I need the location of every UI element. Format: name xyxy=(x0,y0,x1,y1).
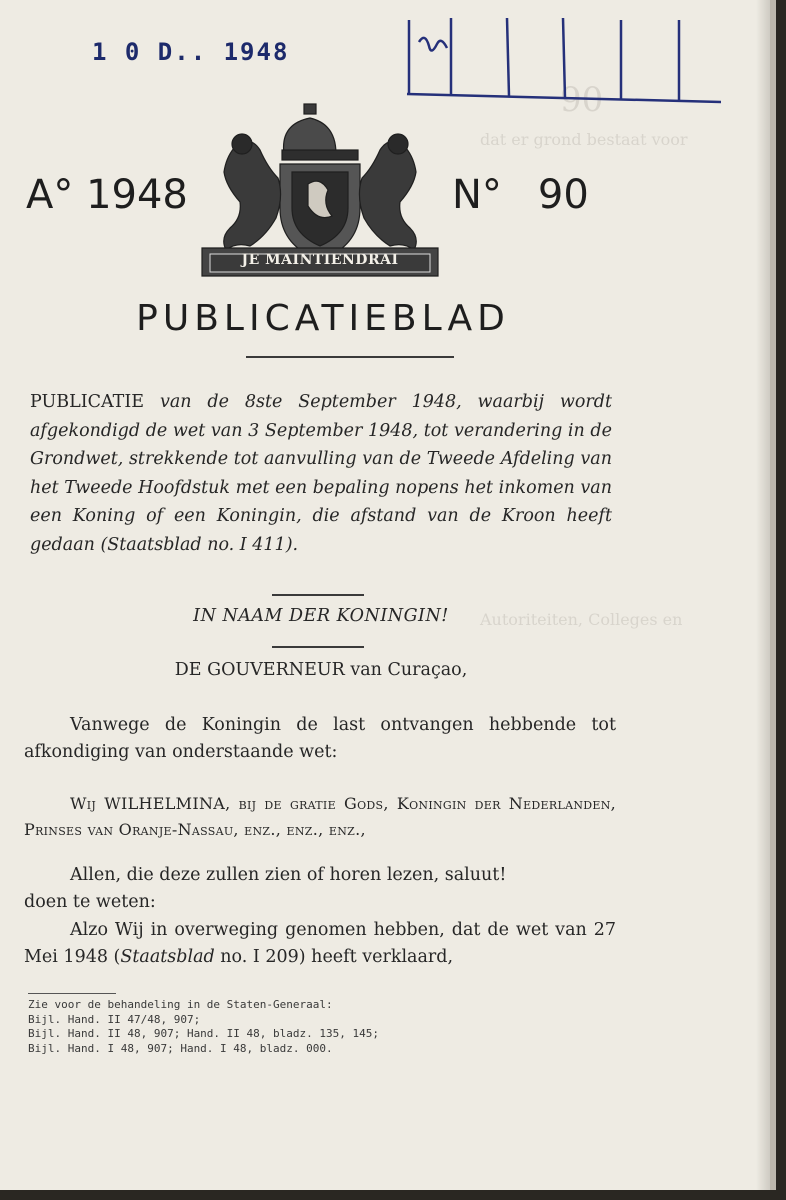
paragraph-royal-title: Wij WILHELMINA, bij de gratie Gods, Koningin der Nederlanden, Prinses van Oranje-Nassau, enz., enz., enz., xyxy=(24,794,616,839)
preamble-lead: PUBLICATIE xyxy=(30,392,145,412)
received-date-stamp: 1 0 D.. 1948 xyxy=(92,38,290,66)
issue-number-value: 90 xyxy=(537,172,589,218)
crest-motto: JE MAINTIENDRAI xyxy=(241,252,399,268)
page-title: PUBLICATIEBLAD xyxy=(136,298,510,339)
issue-number-prefix: N° xyxy=(452,172,502,218)
bleed-through-text: Autoriteiten, Colleges en xyxy=(480,610,683,629)
preamble-text: van de 8ste September 1948, waarbij wordt afgekondigd de wet van 3 September 1948, tot verandering in de Grondwet, strekkende tot aanvulling van de Tweede Afdeling van het Tweede Hoofdstuk met een bepaling nopens het inkomen van een Koning of een Koningin, die afstand van de Kroon heeft gedaan (Staatsblad no. I 411). xyxy=(30,392,612,555)
publication-preamble xyxy=(30,388,612,559)
bleed-through-text: dat er grond bestaat voor xyxy=(480,130,688,149)
considering-staatsblad: Staatsblad xyxy=(120,947,215,967)
considering-text-end: no. I 209) heeft verklaard, xyxy=(214,947,454,967)
paragraph-considering xyxy=(24,917,616,971)
title-divider xyxy=(246,356,454,358)
archive-stamp-graphic xyxy=(405,14,721,104)
footnote-line: Zie voor de behandeling in de Staten-Generaal: xyxy=(28,998,333,1011)
footnote-line: Bijl. Hand. I 48, 907; Hand. I 48, bladz. 000. xyxy=(28,1041,333,1055)
archive-stamp-grid xyxy=(405,14,721,104)
invocation: IN NAAM DER KONINGIN! xyxy=(193,606,449,626)
issue-number xyxy=(452,172,589,218)
paragraph-mandate: Vanwege de Koningin de last ontvangen hebbende tot afkondiging van onderstaande wet: xyxy=(24,715,616,762)
year-label: A° 1948 xyxy=(26,172,188,218)
footnote-line: Bijl. Hand. II 48, 907; Hand. II 48, bladz. 135, 145; xyxy=(28,1027,379,1040)
page-edge-shadow xyxy=(756,0,770,1190)
section-divider xyxy=(272,594,364,596)
bleed-through-page-number: 90 xyxy=(560,80,604,120)
footnote-divider xyxy=(28,993,116,994)
paragraph-greeting: Allen, die deze zullen zien of horen lezen, saluut! xyxy=(70,865,507,885)
footnotes xyxy=(28,998,588,1056)
governor-heading: DE GOUVERNEUR van Curaçao, xyxy=(174,660,468,680)
considering-text-start: Alzo Wij in overweging genomen hebben, dat de wet van 27 Mei 1948 ( xyxy=(24,920,616,967)
paragraph-make-known: doen te weten: xyxy=(24,892,156,912)
section-divider xyxy=(272,646,364,648)
footnote-line: Bijl. Hand. II 47/48, 907; xyxy=(28,1012,201,1026)
